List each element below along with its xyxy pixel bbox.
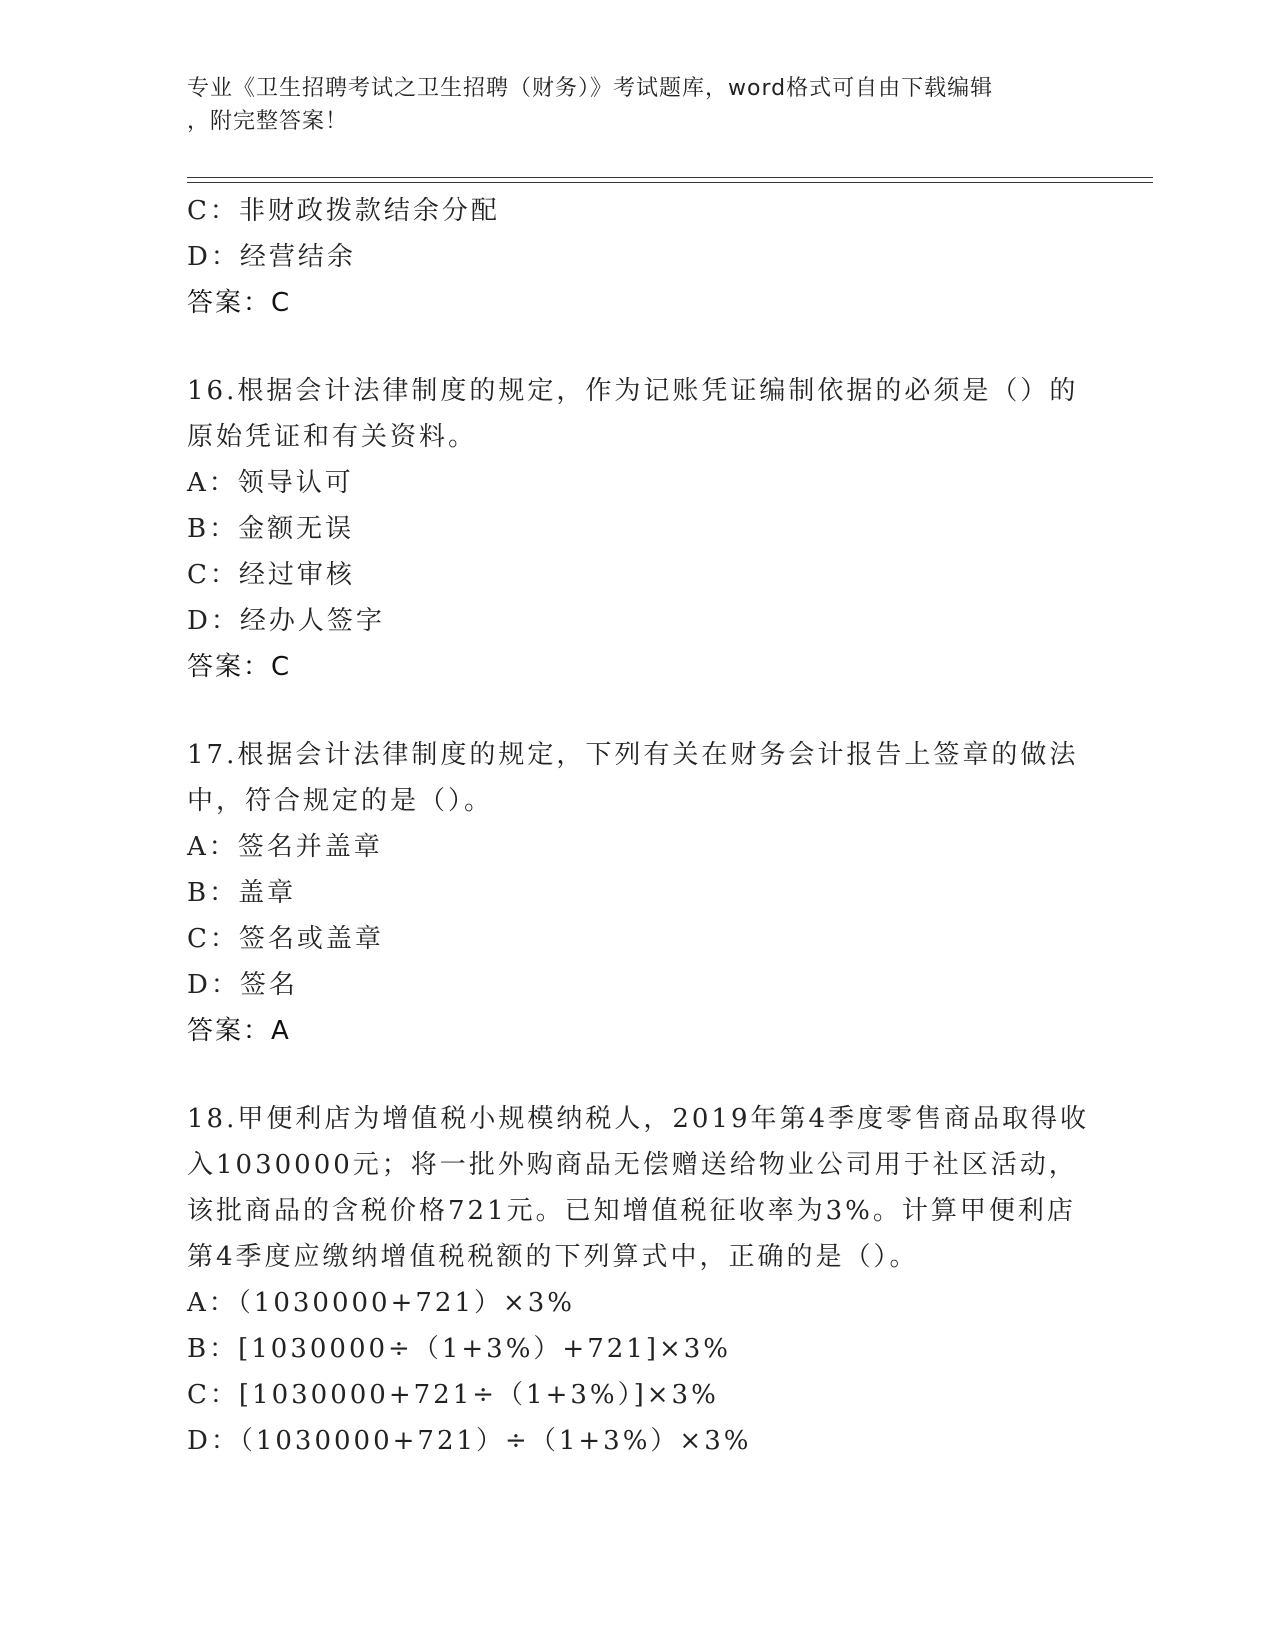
header-line-2: ，附完整答案！ [187,109,349,134]
option-b: B：[1030000÷（1+3%）+721]×3% [187,1334,731,1364]
option-c: C：经过审核 [187,560,355,590]
question-stem-line: 17.根据会计法律制度的规定，下列有关在财务会计报告上签章的做法 [187,740,1079,770]
answer-line: 答案：A [187,1016,291,1046]
option-b: B：金额无误 [187,514,355,544]
option-a: A：签名并盖章 [187,832,383,862]
header-divider-bottom [187,182,1153,183]
question-stem-line: 中，符合规定的是（）。 [187,786,494,816]
answer-line: 答案：C [187,652,292,682]
question-stem-line: 原始凭证和有关资料。 [187,422,478,452]
option-d: D：经营结余 [187,242,356,272]
option-c: C：非财政拨款结余分配 [187,196,500,226]
option-a: A：领导认可 [187,468,354,498]
question-stem-line: 该批商品的含税价格721元。已知增值税征收率为3%。计算甲便利店 [187,1196,1076,1226]
option-c: C：[1030000+721÷（1+3%）]×3% [187,1380,719,1410]
answer-line: 答案：C [187,288,292,318]
question-17 [187,732,1087,1054]
question-15-continuation [187,188,1087,326]
question-stem-line: 16.根据会计法律制度的规定，作为记账凭证编制依据的必须是（）的 [187,376,1079,406]
question-16 [187,368,1087,690]
option-b: B：盖章 [187,878,297,908]
option-a: A：（1030000+721）×3% [187,1288,576,1318]
question-content [187,188,1090,1464]
option-d: D：（1030000+721）÷（1+3%）×3% [187,1426,752,1456]
question-stem-line: 第4季度应缴纳增值税税额的下列算式中，正确的是（）。 [187,1242,919,1272]
header-divider-top [187,177,1153,178]
option-d: D：签名 [187,970,298,1000]
question-stem-line: 18.甲便利店为增值税小规模纳税人，2019年第4季度零售商品取得收 [187,1104,1090,1134]
question-stem-line: 入1030000元；将一批外购商品无偿赠送给物业公司用于社区活动， [187,1150,1078,1180]
header-line-1: 专业《卫生招聘考试之卫生招聘（财务）》考试题库，word格式可自由下载编辑 [187,76,994,101]
document-header [187,72,1067,138]
option-c: C：签名或盖章 [187,924,384,954]
question-18 [187,1096,1090,1464]
option-d: D：经办人签字 [187,606,385,636]
